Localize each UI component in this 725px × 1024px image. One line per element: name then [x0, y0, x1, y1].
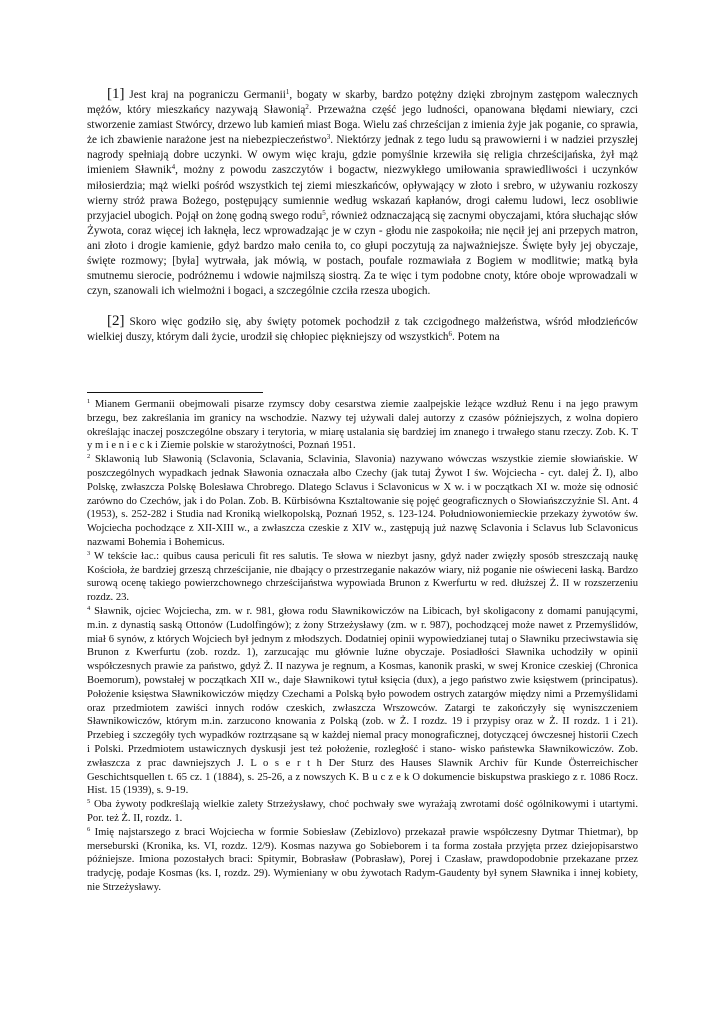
footnote-number: 5: [87, 798, 91, 806]
paragraph-text: Skoro więc godziło się, aby święty potomek pochodził z tak czcigodnego małżeństwa, wśród młodzieńców wielkiej duszy, którym dali życie, urodził się chłopiec piękniejszy od wszystkich: [87, 316, 638, 344]
footnote-separator: [87, 392, 263, 393]
footnote-marker: 1: [285, 88, 290, 96]
footnote-6: [87, 826, 638, 895]
footnote-4: [87, 605, 638, 798]
footnote-marker: 4: [171, 163, 176, 172]
footnote-1: [87, 398, 638, 453]
footnote-text: Mianem Germanii obejmowali pisarze rzymscy doby cesarstwa ziemie zaalpejskie leżące wzdłuż Renu i na jego prawym brzegu, bez zakreślania im granicy na wschodzie. Nazwy tej używali dalej autorzy z czasów późniejszych, z wolna dopiero określając inaczej poszczególne obszary i terytoria, w miarę ustalania się bardziej im znanego i trwałego stanu rzeczy. Zob. K. T y m i e n i e c k i Ziemie polskie w starożytności, Poznań 1951.: [87, 399, 638, 452]
footnote-text: W tekście łac.: quibus causa periculi fit res salutis. Te słowa w niezbyt jasny, gdyż nader zwięzły sposób streszczają naukę Kościoła, że bardziej grzeszą chrześcijanie, nie dbający o przestrzeganie nakazów wiary, niż poganie nie oświeceni łaską. Bardzo surową ocenę takiego powierzchownego chrześcijaństwa wypowiada Brunon z Kwerfurtu w red. dłuższej Ż. II w rozszerzeniu rozdz. 23.: [87, 550, 638, 604]
paragraph-text: . Potem na: [452, 331, 500, 344]
footnote-text: Sławnik, ojciec Wojciecha, zm. w r. 981, głowa rodu Sławnikowiczów na Libicach, był skoligacony z domami panującymi, m.in. z dynastią saską Ottonów (Ludolfingów); z żony Strzeżysławy (zm. w r. 987), pochodzącej może nawet z Przemyślidów, miał 6 synów, z których Wojciech był jednym z młodszych. Dodatniej opinii wypowiedzianej tutaj o Sławniku przeciwstawia się Brunon z Kwerfurtu (zob. rozdz. 1), zarzucając mu głównie luźne obyczaje. Posiadłości Sławnika uchodziły w opinii współczesnych prawie za państwo, gdyż Ż. II nazywa je regnum, a Kosmas, kanonik praski, w swej Kronice czeskiej (Chronica Boemorum), powstałej w początkach XII w., daje Sławnikowi tytuł księcia (dux), a jego państwo zwie księstwem (principatus). Położenie księstwa Sławnikowiczów między Czechami a Polską było powodem ostrych zatargów między nimi a Przemyślidami oraz przedmiotem zawiści innych rodów czeskich, zwłaszcza Wrszowców. Zatargi te zakończyły się wyniszczeniem Sławnikowiczów, którym m.in. zarzucono knowania z Polską (zob. w Ż. I rozdz. 19 i przypisy oraz w Ż. II rozdz. 1 i 21). Przebieg i szczegóły tych wypadków roztrząsane są w każdej niemal pracy monograficznej, dotyczącej ówczesnej historii Czech i Polski. Przedmiotem ustawicznych dyskusji jest też położenie, rozległość i stano- wisko państewka Sławnikowiczów. Zob. zwłaszcza z prac dawniejszych J. L o s e r t h Der Sturz des Hauses Slawnik Archiv für Kunde Österreichischer Geschichtsquellen t. 65 cz. 1 (1884), s. 25-26, a z nowszych K. B u c z e k O dokumencie biskupstwa praskiego z r. 1086 Rocz. Hist. 15 (1939), s. 9-19.: [87, 605, 638, 797]
footnote-number: 6: [87, 825, 91, 833]
paragraph-1: [87, 87, 638, 299]
footnote-marker: 5: [322, 208, 326, 217]
paragraph-text: , również odznaczającą się zacnymi obyczajami, która słuchając słów Żywota, coraz więcej ich łaknęła, lecz wprowadzając je w czyn - głodu nie zaspokoiła; nie nęcił jej ani przepych matron, ani złoto i drogie kamienie, gdyż bardzo mało ceniła to, co głupi poczytują za najważniejsze. Święte były jej obyczaje, święte rozmowy; [była] wytrwała, jak mówią, w postach, poufale rozmawiała z Bogiem w modlitwie; matką była smutnemu sierocie, podróżnemu i wdowie najmilszą siostrą. Za te więc i tym podobne cnoty, które oboje wprowadzali w czyn, szanowali ich wielmożni i bogaci, a szczególnie czciła rzesza ubogich.: [87, 209, 638, 298]
footnote-number: 1: [87, 398, 91, 405]
main-text: [87, 87, 638, 346]
footnote-5: [87, 798, 638, 826]
footnote-number: 2: [87, 453, 91, 461]
paragraph-2: [87, 314, 638, 345]
footnote-marker: 3: [326, 133, 331, 142]
footnote-text: Sklawonią lub Sławonią (Sclavonia, Sclavania, Sclavinia, Slavonia) nazywano wówczas wszystkie ziemie słowiańskie. W poszczególnych wypadkach jednak Sławonia oznaczała albo Czechy (jak tutaj Żywot I św. Wojciecha - cyt. dalej Ż. I), albo Polskę, zwłaszcza Polskę Bolesława Chrobrego. Dlatego Sclavus i Sclavonicus w X w. i w początkach XI w. może się odnosić zarówno do Czechów, jak i do Polan. Zob. B. Kürbisówna Ksztaltowanie się pojęć geograficznych o Słowiańszczyźnie Sl. Ant. 4 (1953), s. 252-282 i Studia nad Kroniką wielkopolską, Poznań 1952, s. 123-124. Południowoniemieckie przekazy żywotów św. Wojciecha pochodzące z XII-XIII w., a zwłaszcza czeskie z XIV w., zastępują już nazwę Sclavonia i Sclavus lub Sclavonicus nazwami Bohemia i Bohemicus.: [87, 454, 638, 548]
footnote-text: Oba żywoty podkreślają wielkie zalety Strzeżysławy, choć pochwały swe wyrażają zwrotami dość ogólnikowymi i utartymi. Por. też Ż. II, rozdz. 1.: [87, 799, 638, 824]
footnote-3: [87, 550, 638, 605]
footnote-marker: 2: [305, 103, 309, 112]
paragraph-text: , możny z powodu zaszczytów i bogactw, niezwykłego umiłowania sprawiedliwości i uczynków miłosierdzia; mąż wielki pośród wszystkich tej ziemi mieszkańców, opływający w złoto i srebro, w używaniu rozkoszy wierny stróż prawa Bożego, postępujący sumiennie według wskazań kapłanów, drogi całemu ludowi, lecz osobliwie przyjaciel ubogich. Pojął on żonę godną swego rodu: [87, 164, 638, 222]
footnotes: [87, 398, 638, 895]
paragraph-text: Jest kraj na pograniczu Germanii: [124, 89, 286, 101]
paragraph-text: , bogaty w skarby, bardzo potężny dzięki zbrojnym zastępom walecznych mężów, który mieszkańcy nazywają Sławonią: [87, 89, 638, 117]
footnote-text: Imię najstarszego z braci Wojciecha w formie Sobiesław (Zebizlovo) przekazał prawie współczesny Dytmar Thietmar), bp merseburski (Kronika, ks. VI, rozdz. 12/9). Kosmas nazywa go Sobieborem i ta forma została przyjęta przez dziejopisarstwo późniejsze. Imiona pozostałych braci: Spitymir, Bobrasław (Pobrasław), Porej i Czasław, prawdopodobnie przekazane przez tradycję, podaje Kosmas (ks. I, rozdz. 29). Wymieniany w obu żywotach Radym-Gaudenty był synem Sławnika i innej kobiety, nie Strzeżysławy.: [87, 826, 638, 893]
paragraph-number: [2]: [107, 313, 125, 330]
footnote-2: [87, 453, 638, 550]
footnote-marker: 6: [448, 330, 453, 339]
paragraph-text: . Przeważna część jego ludności, opanowana błędami niewiary, czci stworzenie zamiast Stwórcy, drzewo lub kamień miast Boga. Wielu zaś chrześcijan z imienia żyje jak poganie, co sprawia, że ich zbawienie narażone jest na niebezpieczeństwo: [87, 104, 638, 147]
paragraph-number: [1]: [107, 86, 125, 102]
footnote-number: 4: [87, 604, 91, 612]
footnote-number: 3: [87, 549, 91, 557]
paragraph-text: . Niektórzy jednak z tego ludu są prawowierni i w nadziei przyszłej nagrody spełniają dobre uczynki. W owym więc kraju, gdzie pomyślnie krzewiła się religia chrześcijańska, żył mąż imieniem Sławnik: [87, 134, 638, 177]
